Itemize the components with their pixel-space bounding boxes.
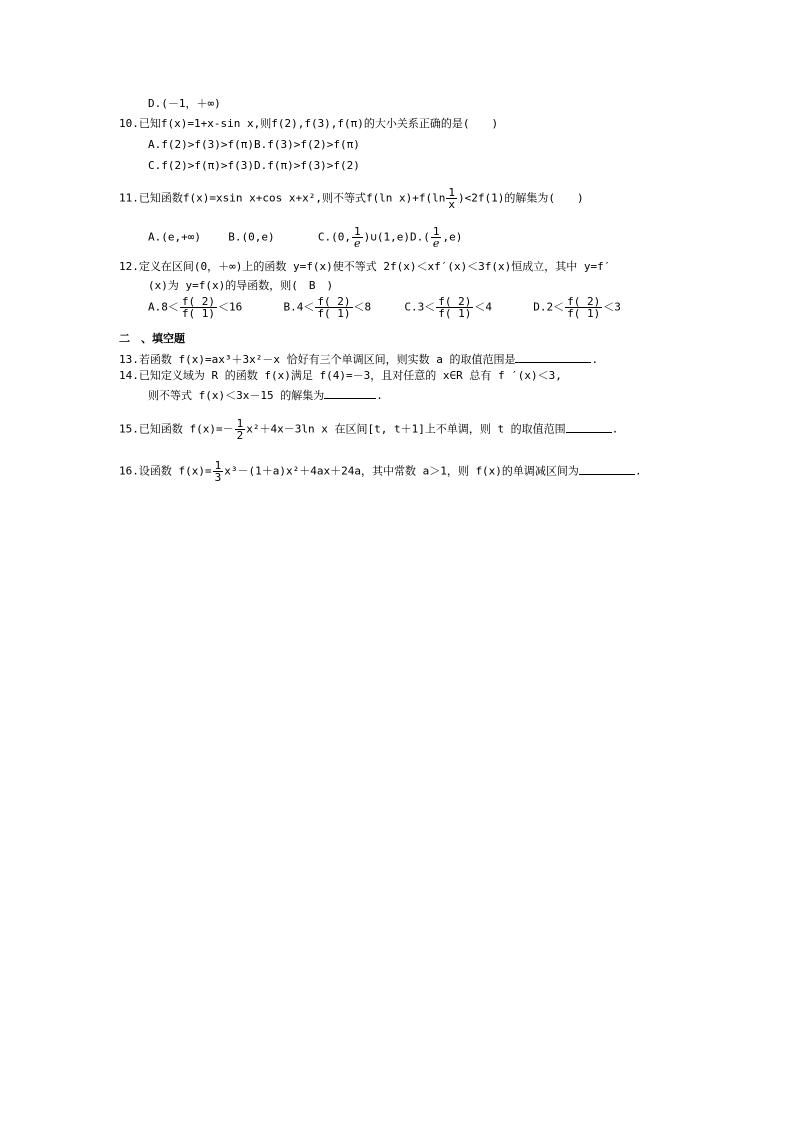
q14-text: 则不等式 f(x)＜3x－15 的解集为 (148, 389, 325, 402)
q14-answer-blank[interactable] (324, 388, 376, 399)
q11-option-a: A.(e,+∞) (148, 230, 201, 244)
q13-text: 13.若函数 f(x)=ax³＋3x²－x 恰好有三个单调区间，则实数 a 的取值范围是 (119, 353, 516, 366)
q15 (119, 418, 618, 441)
q11-option-c-pre: C.(0, (317, 230, 351, 244)
q15-fraction-num: 1 (236, 417, 244, 430)
q11-option-c-den: e (352, 237, 363, 249)
q15-fraction-den: 2 (236, 429, 244, 442)
q11-fraction-num: 1 (448, 186, 456, 199)
q11-stem-pre: 11.已知函数f(x)=xsin x+cos x+x²,则不等式f(ln x)+f(ln (119, 191, 446, 205)
q11-option-c-fraction (352, 226, 363, 249)
q12-option-a-num: f( 2) (181, 295, 215, 308)
q11-options (148, 226, 462, 249)
q12-option-c-post: ＜4 (474, 300, 492, 314)
q11-fraction (446, 187, 457, 210)
q16-fraction (213, 460, 224, 483)
q11-option-d-post: ,e) (442, 230, 463, 244)
q14-line1: 14.已知定义域为 R 的函数 f(x)满足 f(4)=－3，且对任意的 x∈R 总有 f ′(x)＜3, (119, 369, 562, 382)
q15-pre: 15.已知函数 f(x)=－ (119, 422, 234, 436)
section-title-fill-in: 二 、填空题 (119, 332, 185, 345)
q15-fraction (235, 418, 246, 441)
q13-answer-blank[interactable] (515, 352, 591, 363)
q10-stem: 10.已知f(x)=1+x-sin x,则f(2),f(3),f(π)的大小关系正确的是( ) (119, 117, 499, 130)
q16-fraction-num: 1 (214, 459, 222, 472)
q12-option-d-num: f( 2) (567, 295, 601, 308)
q11-fraction-den: x (448, 198, 456, 211)
q15-post: x²＋4x－3ln x 在区间[t, t＋1]上不单调，则 t 的取值范围 (246, 422, 566, 436)
q12-option-b-fraction (315, 296, 352, 319)
q12-option-c-fraction (436, 296, 473, 319)
q12-option-d-den: f( 1) (567, 307, 601, 320)
q12-option-d-post: ＜3 (603, 300, 621, 314)
q10-options-ab: A.f(2)>f(3)>f(π)B.f(3)>f(2)>f(π) (148, 138, 360, 151)
q11-stem-post: )<2f(1)的解集为( ) (458, 191, 584, 205)
q15-answer-blank[interactable] (566, 422, 612, 433)
q11-option-d-fraction (431, 226, 442, 249)
q12-option-b-den: f( 1) (317, 307, 351, 320)
q12-option-b-pre: B.4＜ (283, 300, 315, 314)
q12-option-a-post: ＜16 (218, 300, 243, 314)
q14-end: . (376, 389, 383, 402)
q12-stem-line2: (x)为 y=f(x)的导函数，则( B ) (148, 279, 334, 292)
q16-answer-blank[interactable] (579, 464, 635, 475)
q10-options-cd: C.f(2)>f(π)>f(3)D.f(π)>f(3)>f(2) (148, 159, 360, 172)
q15-end: . (611, 422, 619, 436)
q11-option-d-num: 1 (432, 225, 440, 238)
q11-option-c-num: 1 (353, 225, 361, 238)
q12-option-d-pre: D.2＜ (533, 300, 565, 314)
q16-fraction-den: 3 (214, 471, 222, 484)
q14-line2 (148, 388, 383, 403)
q13-end: . (591, 353, 599, 366)
q12-option-b-num: f( 2) (317, 295, 351, 308)
q11-option-b: B.(0,e) (228, 230, 275, 244)
q12-stem-line1: 12.定义在区间(0，＋∞)上的函数 y=f(x)使不等式 2f(x)＜xf′(x)＜3f(x)恒成立，其中 y=f′ (119, 260, 611, 273)
q16-post: x³－(1＋a)x²＋4ax＋24a，其中常数 a＞1，则 f(x)的单调减区间为 (224, 464, 579, 478)
q12-option-c-num: f( 2) (438, 295, 472, 308)
q11-option-c-post: )∪(1,e)D.( (363, 230, 430, 244)
q12-option-c-den: f( 1) (438, 307, 472, 320)
q12-option-a-pre: A.8＜ (148, 300, 179, 314)
q12-option-c-pre: C.3＜ (404, 300, 436, 314)
q12-options (148, 296, 621, 319)
q12-option-b-post: ＜8 (353, 300, 372, 314)
q12-option-d-fraction (565, 296, 602, 319)
q16 (119, 460, 642, 483)
q16-end: . (634, 464, 642, 478)
q11-option-d-den: e (431, 237, 442, 249)
q13 (119, 352, 598, 367)
q9-option-d: D.(－1，＋∞) (148, 97, 221, 110)
q11-stem (119, 187, 584, 210)
q16-pre: 16.设函数 f(x)= (119, 464, 212, 478)
q12-option-a-fraction (180, 296, 217, 319)
q12-option-a-den: f( 1) (181, 307, 215, 320)
